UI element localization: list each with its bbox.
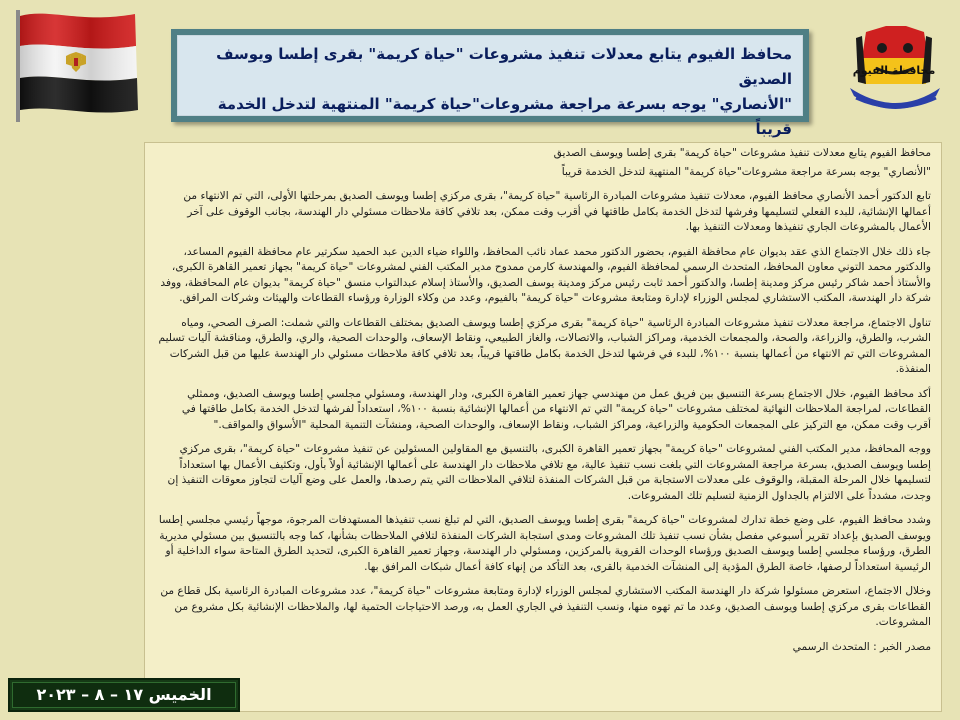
article-source: مصدر الخبر : المتحدث الرسمي (792, 640, 931, 653)
flag-pole (16, 10, 20, 122)
article-paragraph: وشدد محافظ الفيوم، على وضع خطة تدارك لمشروعات "حياة كريمة" بقرى إطسا ويوسف الصديق، التي لم تبلغ نسب تنفيذها المستهدفات المرجوة، موجهاً رئيسي مجلسي إطسا ويوسف الصديق بإعداد تقرير أسبوعي مفصل بشأن نسب تنفيذ تلك المشروعات ومدى استجابة الشركات المنفذة لتلافي الملاحظات بشأنها، كما وجه بالتنسيق بين مسئولي مديرية الطرق، ورؤساء مجلسي إطسا ويوسف الصديق ورؤساء الوحدات القروية بالمركزين، ومسئولي دار الهندسة، وجهاز تعمير القاهرة الكبرى، لتحديد الطرق المتاحة سواء الداخلية أو الرئيسية استعداداً لرصفها، خاصة الطرق المؤدية إلى المنشآت الخدمية بالقرى، بعد التأكد من إنهاء كافة أعمال شبكات المرافق بها. (158, 514, 931, 573)
article-paragraph: وخلال الاجتماع، استعرض مسئولوا شركة دار الهندسة المكتب الاستشاري لمجلس الوزراء لإدارة ومتابعة مشروعات "حياة كريمة"، عدد مشروعات المبادرة الرئاسية بكل قطاع من القطاعات بقرى مركزي إطسا ويوسف الصديق، وعدد ما تم تهوه منها، ونسب التنفيذ في الجاري العمل به، ورصد الاحتياجات الحتمية لها، والملاحظات الإنشائية بكل مشروع من المشروعات. (160, 585, 931, 628)
article-paragraph: جاء ذلك خلال الاجتماع الذي عقد بديوان عام محافظة الفيوم، بحضور الدكتور محمد عماد نائب المحافظ، واللواء ضياء الدين عبد الحميد سكرتير عام محافظة الفيوم المساعد، والدكتور محمد التوني معاون المحافظ، المتحدث الرسمي لمحافظة الفيوم، والمهندسة كارمن ممدوح مدير المكتب الفني لمشروعات "حياة كريمة" بجهاز تعمير القاهرة الكبرى، والأستاذ أحمد شاكر رئيس مركز ومدينة إطسا، والدكتور أحمد ثابت رئيس مركز ومدينة يوسف الصديق، والأستاذ إسلام عبدالتواب منسق "حياة كريمة" بديوان عام المحافظة، ووفد شركة دار الهندسة، المكتب الاستشاري لمجلس الوزراء لإدارة ومتابعة مشروعات "حياة كريمة" بالفيوم، وعدد من وكلاء الوزارة ورؤساء القطاعات والهيئات وشركات المرافق. (160, 245, 931, 304)
date-box (8, 678, 240, 712)
egypt-flag (10, 6, 145, 124)
headline (177, 35, 803, 138)
logo-text: محافظة الفيوم (852, 64, 936, 77)
article-paragraph: أكد محافظ الفيوم، خلال الاجتماع بسرعة التنسيق بين فريق عمل من مهندسي جهاز تعمير القاهرة الكبرى، ودار الهندسة، ومسئولي مجلسي إطسا ويوسف الصديق، وممثلي القطاعات، لمراجعة الملاحظات النهائية لمختلف مشروعات "حياة كريمة" التي تم الانتهاء من أعمالها الإنشائية بنسبة ١٠٠%، استعداداً لفرشها لتدخل الخدمة بكامل طاقتها في أقرب وقت ممكن، مع التركيز على المجمعات الحكومية والزراعية، ومراكز الشباب، ونقاط الإسعاف، والوحدات الصحية، ومنشآت التنمية المحلية "الأسواق والمواقف." (181, 387, 931, 431)
article-paragraph: تناول الاجتماع، مراجعة معدلات تنفيذ مشروعات المبادرة الرئاسية "حياة كريمة" بقرى مركزي إطسا ويوسف الصديق بمختلف القطاعات والتي شملت: الصرف الصحي، ومياه الشرب، والطرق، والزراعة، والصحة، والمجمعات الخدمية، ومراكز الشباب، والاتصالات، والغاز الطبيعي، ونقاط الإسعاف، والوحدات الصحية، والري، والطرق، ومناقشة آليات تسليم المشروعات التي تم الانتهاء من أعمالها بنسبة ١٠٠%، للبدء في فرشها لتدخل الخدمة بكامل طاقتها قريباً، بعد تلافي كافة ملاحظات مسئولي دار الهندسة عليها من قبل الشركات المنفذة. (158, 316, 931, 375)
headline-frame (171, 29, 809, 138)
headline-line-2: "الأنصاري" يوجه بسرعة مراجعة مشروعات"حياة كريمة" المنتهية لتدخل الخدمة قريباً (217, 95, 792, 138)
article-body (144, 142, 942, 712)
governorate-logo (836, 18, 952, 118)
headline-line-1: محافظ الفيوم يتابع معدلات تنفيذ مشروعات "حياة كريمة" بقرى إطسا ويوسف الصديق (216, 45, 792, 88)
article-paragraph: تابع الدكتور أحمد الأنصاري محافظ الفيوم، معدلات تنفيذ مشروعات المبادرة الرئاسية "حياة كريمة"، بقرى مركزي إطسا ويوسف الصديق بمرحلتها الأولى، التي تم الانتهاء من أعمالها الإنشائية، للبدء الفعلي لتسليمها وفرشها لتدخل الخدمة بكامل طاقتها في أقرب وقت ممكن، بعد تلافي كافة ملاحظات مسئولي دار الهندسة، بجانب الوقوف على آخر الأعمال بالمشروعات الجاري تنفيذها ومعدلات التنفيذ بها. (183, 190, 931, 233)
article-paragraph: ووجه المحافظ، مدير المكتب الفني لمشروعات "حياة كريمة" بجهاز تعمير القاهرة الكبرى، بالتنسيق مع المقاولين المسئولين عن تنفيذ مشروعات "حياة كريمة"، بقرى مركزي إطسا ويوسف الصديق، بسرعة مراجعة المشروعات التي بلغت نسب تنفيذ عالية، مع تلافي ملاحظات دار الهندسة على أعمالها الإنشائية أولاً بأول، وتكثيف الأعمال بها استعداداً لتسليمها خلال المرحلة المقبلة، والوقوف على معدلات الاستجابة من قبل الشركات المنفذة لتلافي الملاحظات التي يتم رصدها، والعمل على وضع آليات لتجاوز معوقات التنفيذ إن وجدت، مشدداً على الالتزام بالجداول الزمنية لتسليم تلك المشروعات. (167, 443, 931, 502)
date-label: الخميس ١٧ – ٨ – ٢٠٢٣ (12, 682, 236, 708)
article-paragraph: "الأنصاري" يوجه بسرعة مراجعة مشروعات"حياة كريمة" المنتهية لتدخل الخدمة قريباً (561, 165, 931, 178)
article-paragraph: محافظ الفيوم يتابع معدلات تنفيذ مشروعات "حياة كريمة" بقرى إطسا ويوسف الصديق (553, 147, 931, 159)
